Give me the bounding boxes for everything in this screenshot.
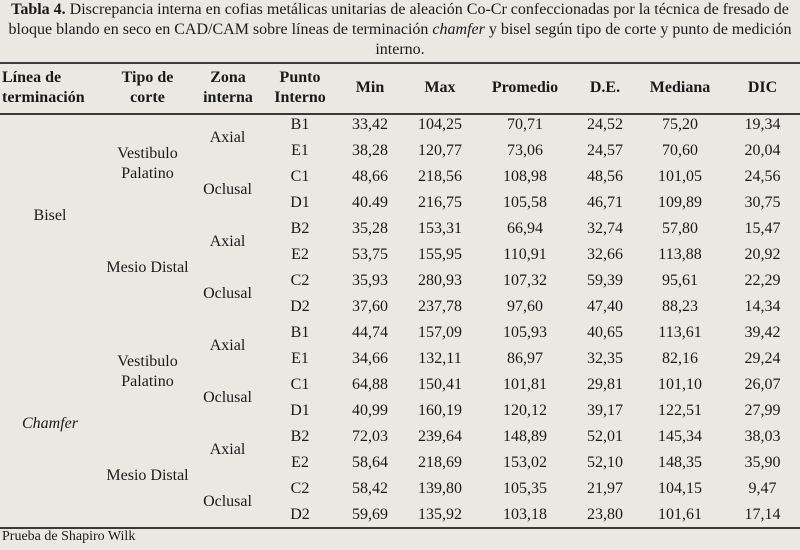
promedio-cell: 86,97 (507, 350, 543, 367)
punto-cell: B1 (290, 324, 310, 341)
max-cell: 239,64 (418, 428, 462, 445)
max-cell: 216,75 (418, 194, 462, 211)
mediana-cell: 75,20 (662, 116, 698, 133)
dic-cell: 35,90 (744, 454, 781, 471)
mediana-cell: 101,05 (658, 168, 702, 185)
min-cell: 72,03 (352, 428, 388, 445)
header-mediana: Mediana (649, 79, 711, 96)
mediana-cell: 101,61 (658, 506, 702, 523)
caption-text-2: y bisel según tipo de corte y punto de medición interno. (375, 21, 792, 58)
promedio-cell: 66,94 (507, 220, 543, 237)
punto-cell: E2 (291, 454, 309, 471)
mediana-cell: 109,89 (658, 194, 702, 211)
max-cell: 153,31 (418, 220, 462, 237)
de-cell: 39,17 (587, 402, 623, 419)
min-cell: 35,93 (352, 272, 388, 289)
header-zona: Zona interna (203, 69, 253, 106)
mediana-cell: 113,61 (658, 324, 702, 341)
header-linea: Línea de terminación (2, 69, 85, 106)
dic-cell: 20,04 (744, 142, 781, 159)
header-tipo: Tipo de corte (121, 69, 174, 106)
dic-cell: 38,03 (744, 428, 781, 445)
punto-cell: C2 (290, 272, 310, 289)
de-cell: 52,10 (587, 454, 623, 471)
max-cell: 160,19 (418, 402, 462, 419)
min-cell: 35,28 (352, 220, 388, 237)
mediana-cell: 148,35 (658, 454, 702, 471)
punto-cell: D1 (290, 402, 310, 419)
header-dic: DIC (747, 79, 778, 96)
max-cell: 280,93 (418, 272, 462, 289)
de-cell: 47,40 (587, 298, 623, 315)
min-cell: 58,42 (352, 480, 388, 497)
mediana-cell: 101,10 (658, 376, 702, 393)
punto-cell: E2 (291, 246, 309, 263)
de-cell: 29,81 (587, 376, 623, 393)
promedio-cell: 101,81 (503, 376, 547, 393)
min-cell: 40,99 (352, 402, 388, 419)
min-cell: 64,88 (352, 376, 388, 393)
promedio-cell: 70,71 (507, 116, 543, 133)
punto-cell: D2 (290, 298, 310, 315)
max-cell: 150,41 (418, 376, 462, 393)
mediana-cell: 70,60 (662, 142, 698, 159)
promedio-cell: 97,60 (507, 298, 543, 315)
punto-cell: B1 (290, 116, 310, 133)
zona-interna: Oclusal (203, 389, 252, 406)
zona-interna: Axial (209, 233, 246, 250)
zona-interna: Axial (209, 441, 246, 458)
table-caption (0, 0, 800, 62)
dic-cell: 26,07 (744, 376, 781, 393)
punto-cell: C1 (290, 168, 310, 185)
linea-bisel: Bisel (33, 207, 67, 224)
max-cell: 135,92 (418, 506, 462, 523)
punto-cell: B2 (290, 220, 310, 237)
mediana-cell: 88,23 (662, 298, 698, 315)
max-cell: 139,80 (418, 480, 462, 497)
promedio-cell: 153,02 (503, 454, 547, 471)
min-cell: 37,60 (352, 298, 388, 315)
min-cell: 48,66 (352, 168, 388, 185)
mediana-cell: 57,80 (662, 220, 698, 237)
punto-cell: D1 (290, 194, 310, 211)
promedio-cell: 110,91 (503, 246, 547, 263)
de-cell: 24,52 (587, 116, 623, 133)
header-max: Max (424, 79, 456, 96)
zona-interna: Oclusal (203, 493, 252, 510)
min-cell: 38,28 (352, 142, 388, 159)
dic-cell: 24,56 (744, 168, 781, 185)
zona-interna: Axial (209, 129, 246, 146)
dic-cell: 14,34 (744, 298, 781, 315)
zona-interna: Axial (209, 337, 246, 354)
max-cell: 218,56 (418, 168, 462, 185)
max-cell: 120,77 (418, 142, 462, 159)
mediana-cell: 82,16 (662, 350, 698, 367)
min-cell: 34,66 (352, 350, 388, 367)
dic-cell: 29,24 (744, 350, 781, 367)
header-promedio: Promedio (491, 79, 559, 96)
caption-text-1: Discrepancia interna en cofias metálicas unitarias de aleación Co-Cr confeccionadas por la técnica de fresado de bloque blando en seco en CAD/CAM sobre líneas de terminación (8, 1, 789, 38)
header-min: Min (355, 79, 385, 96)
promedio-cell: 148,89 (503, 428, 547, 445)
punto-cell: E1 (291, 142, 309, 159)
caption-italic: chamfer (432, 21, 485, 38)
de-cell: 23,80 (587, 506, 623, 523)
punto-cell: C2 (290, 480, 310, 497)
footnote: Prueba de Shapiro Wilk (2, 529, 136, 544)
punto-cell: E1 (291, 350, 309, 367)
max-cell: 132,11 (418, 350, 462, 367)
punto-cell: D2 (290, 506, 310, 523)
header-punto: Punto Interno (274, 69, 326, 106)
promedio-cell: 120,12 (503, 402, 547, 419)
tipo-corte: Mesio Distal (106, 467, 189, 484)
punto-cell: B2 (290, 428, 310, 445)
promedio-cell: 107,32 (503, 272, 547, 289)
dic-cell: 20,92 (744, 246, 781, 263)
de-cell: 59,39 (587, 272, 623, 289)
dic-cell: 22,29 (744, 272, 781, 289)
tipo-corte: Vestibulo Palatino (117, 353, 178, 390)
zona-interna: Oclusal (203, 181, 252, 198)
punto-cell: C1 (290, 376, 310, 393)
min-cell: 53,75 (352, 246, 388, 263)
mediana-cell: 113,88 (658, 246, 702, 263)
mediana-cell: 145,34 (658, 428, 702, 445)
max-cell: 218,69 (418, 454, 462, 471)
dic-cell: 17,14 (744, 506, 781, 523)
max-cell: 155,95 (418, 246, 462, 263)
de-cell: 32,66 (587, 246, 623, 263)
promedio-cell: 105,35 (503, 480, 547, 497)
header-de: D.E. (589, 79, 621, 96)
de-cell: 32,74 (587, 220, 623, 237)
promedio-cell: 73,06 (507, 142, 543, 159)
caption-label: Tabla 4. (11, 1, 66, 18)
de-cell: 52,01 (587, 428, 623, 445)
dic-cell: 39,42 (744, 324, 781, 341)
dic-cell: 30,75 (744, 194, 781, 211)
tipo-corte: Mesio Distal (106, 259, 189, 276)
de-cell: 40,65 (587, 324, 623, 341)
dic-cell: 9,47 (748, 480, 777, 497)
promedio-cell: 108,98 (503, 168, 547, 185)
max-cell: 104,25 (418, 116, 462, 133)
min-cell: 44,74 (352, 324, 388, 341)
mediana-cell: 95,61 (662, 272, 698, 289)
de-cell: 46,71 (587, 194, 623, 211)
mediana-cell: 122,51 (658, 402, 702, 419)
de-cell: 24,57 (587, 142, 623, 159)
max-cell: 157,09 (418, 324, 462, 341)
max-cell: 237,78 (418, 298, 462, 315)
promedio-cell: 105,58 (503, 194, 547, 211)
tipo-corte: Vestibulo Palatino (117, 145, 178, 182)
dic-cell: 19,34 (744, 116, 781, 133)
linea-chamfer: Chamfer (22, 415, 78, 432)
min-cell: 33,42 (352, 116, 388, 133)
min-cell: 40.49 (352, 194, 388, 211)
de-cell: 48,56 (587, 168, 623, 185)
min-cell: 59,69 (352, 506, 388, 523)
dic-cell: 15,47 (744, 220, 781, 237)
promedio-cell: 105,93 (503, 324, 547, 341)
de-cell: 32,35 (587, 350, 623, 367)
mediana-cell: 104,15 (658, 480, 702, 497)
dic-cell: 27,99 (744, 402, 781, 419)
de-cell: 21,97 (587, 480, 623, 497)
zona-interna: Oclusal (203, 285, 252, 302)
min-cell: 58,64 (352, 454, 388, 471)
promedio-cell: 103,18 (503, 506, 547, 523)
